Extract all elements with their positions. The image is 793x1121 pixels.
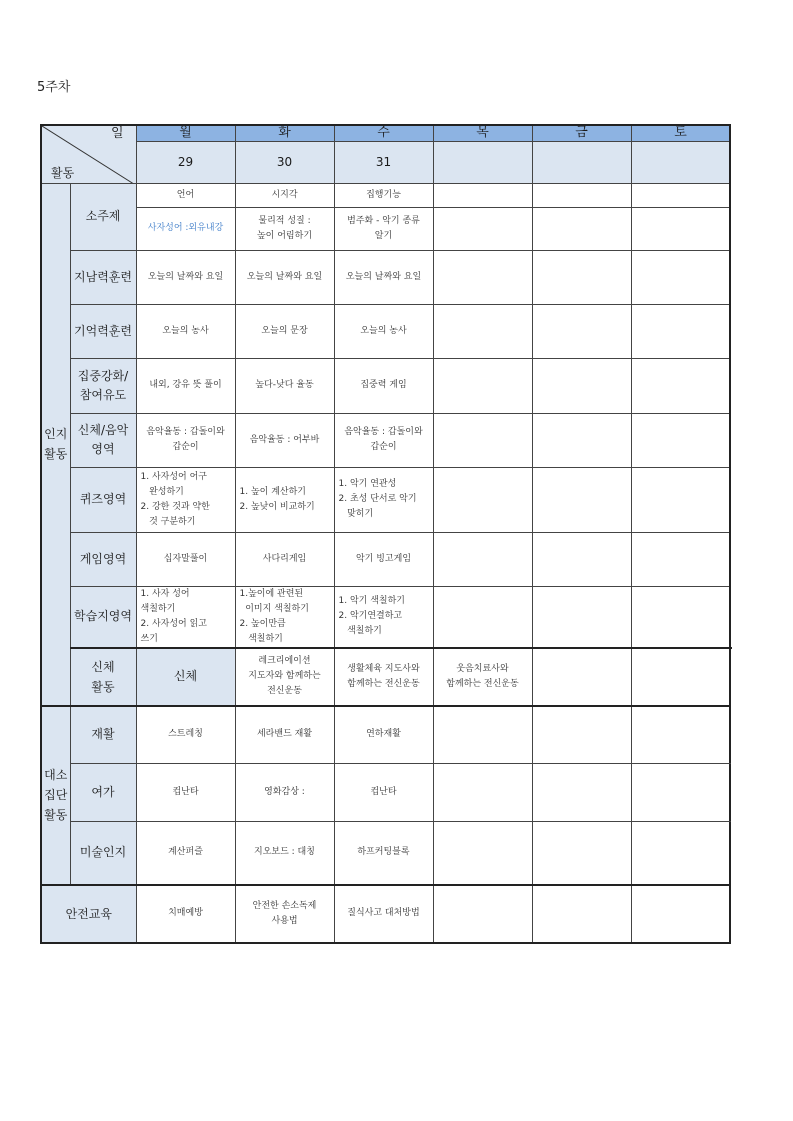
safety-sat xyxy=(631,885,730,943)
safety-row xyxy=(41,885,730,943)
topic-row-1 xyxy=(41,183,730,207)
art-tue: 지오보드 : 대칭 xyxy=(235,822,334,885)
header-corner xyxy=(41,125,136,183)
learning-mon: 1. 사자 성어 색칠하기 2. 사자성어 읽고 쓰기 xyxy=(136,586,235,648)
corner-activity-label: 활동 xyxy=(51,165,75,180)
row-label-focus: 집중강화/ 참여유도 xyxy=(70,358,136,413)
body-music-wed: 음악율동 : 갑돌이와 갑순이 xyxy=(334,413,433,467)
row-label-memory: 기억력훈련 xyxy=(70,304,136,358)
date-wed: 31 xyxy=(334,141,433,183)
art-sat xyxy=(631,822,730,885)
row-label-rehab: 재활 xyxy=(70,706,136,764)
orientation-fri xyxy=(532,250,631,304)
quiz-wed: 1. 악기 연관성 2. 초성 단서로 악기 맞히기 xyxy=(334,467,433,532)
row-label-topic: 소주제 xyxy=(70,183,136,250)
category-group: 대소 집단 활동 xyxy=(41,706,70,885)
safety-wed: 질식사고 대처방법 xyxy=(334,885,433,943)
topic-detail-tue: 물리적 성질 : 높이 어림하기 xyxy=(235,207,334,250)
row-label-art: 미술인지 xyxy=(70,822,136,885)
quiz-thu xyxy=(433,467,532,532)
orientation-wed: 오늘의 날짜와 요일 xyxy=(334,250,433,304)
schedule-table-wrapper xyxy=(40,124,731,944)
safety-fri xyxy=(532,885,631,943)
safety-mon: 치매예방 xyxy=(136,885,235,943)
row-label-leisure: 여가 xyxy=(70,764,136,822)
learning-tue: 1.높이에 관련된 이미지 색칠하기 2. 높이만큼 색칠하기 xyxy=(235,586,334,648)
day-wed: 수 xyxy=(334,125,433,141)
topic-row-2 xyxy=(41,207,730,250)
category-physical: 신체 활동 xyxy=(70,648,136,706)
topic-detail-fri xyxy=(532,207,631,250)
leisure-row xyxy=(41,764,730,822)
focus-tue: 높다-낮다 율동 xyxy=(235,358,334,413)
day-fri: 금 xyxy=(532,125,631,141)
orientation-mon: 오늘의 날짜와 요일 xyxy=(136,250,235,304)
quiz-tue: 1. 높이 계산하기 2. 높낮이 비교하기 xyxy=(235,467,334,532)
game-fri xyxy=(532,532,631,586)
game-wed: 악기 빙고게임 xyxy=(334,532,433,586)
topic-detail-sat xyxy=(631,207,730,250)
topic-detail-thu xyxy=(433,207,532,250)
leisure-thu xyxy=(433,764,532,822)
leisure-sat xyxy=(631,764,730,822)
leisure-mon: 컵난타 xyxy=(136,764,235,822)
rehab-thu xyxy=(433,706,532,764)
game-sat xyxy=(631,532,730,586)
rehab-fri xyxy=(532,706,631,764)
leisure-tue: 영화감상 : xyxy=(235,764,334,822)
game-mon: 십자말풀이 xyxy=(136,532,235,586)
memory-sat xyxy=(631,304,730,358)
memory-fri xyxy=(532,304,631,358)
day-sat: 토 xyxy=(631,125,730,141)
date-mon: 29 xyxy=(136,141,235,183)
memory-mon: 오늘의 농사 xyxy=(136,304,235,358)
quiz-sat xyxy=(631,467,730,532)
category-cognitive: 인지 활동 xyxy=(41,183,70,706)
header-dates-row xyxy=(41,141,730,183)
date-sat xyxy=(631,141,730,183)
topic-type-fri xyxy=(532,183,631,207)
orientation-row xyxy=(41,250,730,304)
physical-wed: 웃음치료사와 함께하는 전신운동 xyxy=(433,648,532,706)
leisure-fri xyxy=(532,764,631,822)
art-fri xyxy=(532,822,631,885)
memory-wed: 오늘의 농사 xyxy=(334,304,433,358)
week-title: 5주차 xyxy=(37,80,71,95)
memory-row xyxy=(41,304,730,358)
learning-fri xyxy=(532,586,631,648)
art-mon: 계산퍼즐 xyxy=(136,822,235,885)
rehab-sat xyxy=(631,706,730,764)
body-music-fri xyxy=(532,413,631,467)
physical-fri xyxy=(631,648,730,706)
row-label-game: 게임영역 xyxy=(70,532,136,586)
row-label-body-music: 신체/음악 영역 xyxy=(70,413,136,467)
day-tue: 화 xyxy=(235,125,334,141)
focus-thu xyxy=(433,358,532,413)
day-mon: 월 xyxy=(136,125,235,141)
game-tue: 사다리게임 xyxy=(235,532,334,586)
focus-mon: 내외, 강유 뜻 풀이 xyxy=(136,358,235,413)
art-thu xyxy=(433,822,532,885)
quiz-fri xyxy=(532,467,631,532)
memory-tue: 오늘의 문장 xyxy=(235,304,334,358)
rehab-wed: 연하재활 xyxy=(334,706,433,764)
topic-type-sat xyxy=(631,183,730,207)
body-music-tue: 음악율동 : 어부바 xyxy=(235,413,334,467)
quiz-row xyxy=(41,467,730,532)
topic-type-mon: 언어 xyxy=(136,183,235,207)
quiz-mon: 1. 사자성어 어구 완성하기 2. 강한 것과 약한 것 구분하기 xyxy=(136,467,235,532)
art-row xyxy=(41,822,730,885)
safety-thu xyxy=(433,885,532,943)
weekly-schedule-table xyxy=(40,124,731,944)
day-thu: 목 xyxy=(433,125,532,141)
learning-row xyxy=(41,586,730,648)
learning-sat xyxy=(631,586,730,648)
game-thu xyxy=(433,532,532,586)
orientation-tue: 오늘의 날짜와 요일 xyxy=(235,250,334,304)
corner-day-label: 일 xyxy=(110,126,124,141)
orientation-thu xyxy=(433,250,532,304)
body-music-row xyxy=(41,413,730,467)
body-music-mon: 음악율동 : 갑돌이와 갑순이 xyxy=(136,413,235,467)
learning-wed: 1. 악기 색칠하기 2. 악기연결하고 색칠하기 xyxy=(334,586,433,648)
rehab-mon: 스트레칭 xyxy=(136,706,235,764)
physical-thu xyxy=(532,648,631,706)
header-days-row xyxy=(41,125,730,141)
date-tue: 30 xyxy=(235,141,334,183)
topic-detail-wed: 범주화 - 악기 종류 알기 xyxy=(334,207,433,250)
learning-thu xyxy=(433,586,532,648)
leisure-wed: 컵난타 xyxy=(334,764,433,822)
row-label-physical: 신체 xyxy=(136,648,235,706)
date-fri xyxy=(532,141,631,183)
row-label-quiz: 퀴즈영역 xyxy=(70,467,136,532)
focus-row xyxy=(41,358,730,413)
focus-wed: 집중력 게임 xyxy=(334,358,433,413)
category-safety: 안전교육 xyxy=(41,885,136,943)
safety-tue: 안전한 손소독제 사용법 xyxy=(235,885,334,943)
orientation-sat xyxy=(631,250,730,304)
body-music-thu xyxy=(433,413,532,467)
topic-type-wed: 집행기능 xyxy=(334,183,433,207)
memory-thu xyxy=(433,304,532,358)
focus-fri xyxy=(532,358,631,413)
focus-sat xyxy=(631,358,730,413)
topic-type-thu xyxy=(433,183,532,207)
row-label-learning: 학습지영역 xyxy=(70,586,136,648)
physical-mon: 레크리에이션 지도자와 함께하는 전신운동 xyxy=(235,648,334,706)
game-row xyxy=(41,532,730,586)
physical-row xyxy=(41,648,730,706)
art-wed: 하프커팅블록 xyxy=(334,822,433,885)
physical-tue: 생활체육 지도사와 함께하는 전신운동 xyxy=(334,648,433,706)
body-music-sat xyxy=(631,413,730,467)
row-label-orientation: 지남력훈련 xyxy=(70,250,136,304)
rehab-tue: 세라밴드 재활 xyxy=(235,706,334,764)
date-thu xyxy=(433,141,532,183)
topic-detail-mon: 사자성어 :외유내강 xyxy=(136,207,235,250)
rehab-row xyxy=(41,706,730,764)
topic-type-tue: 시지각 xyxy=(235,183,334,207)
